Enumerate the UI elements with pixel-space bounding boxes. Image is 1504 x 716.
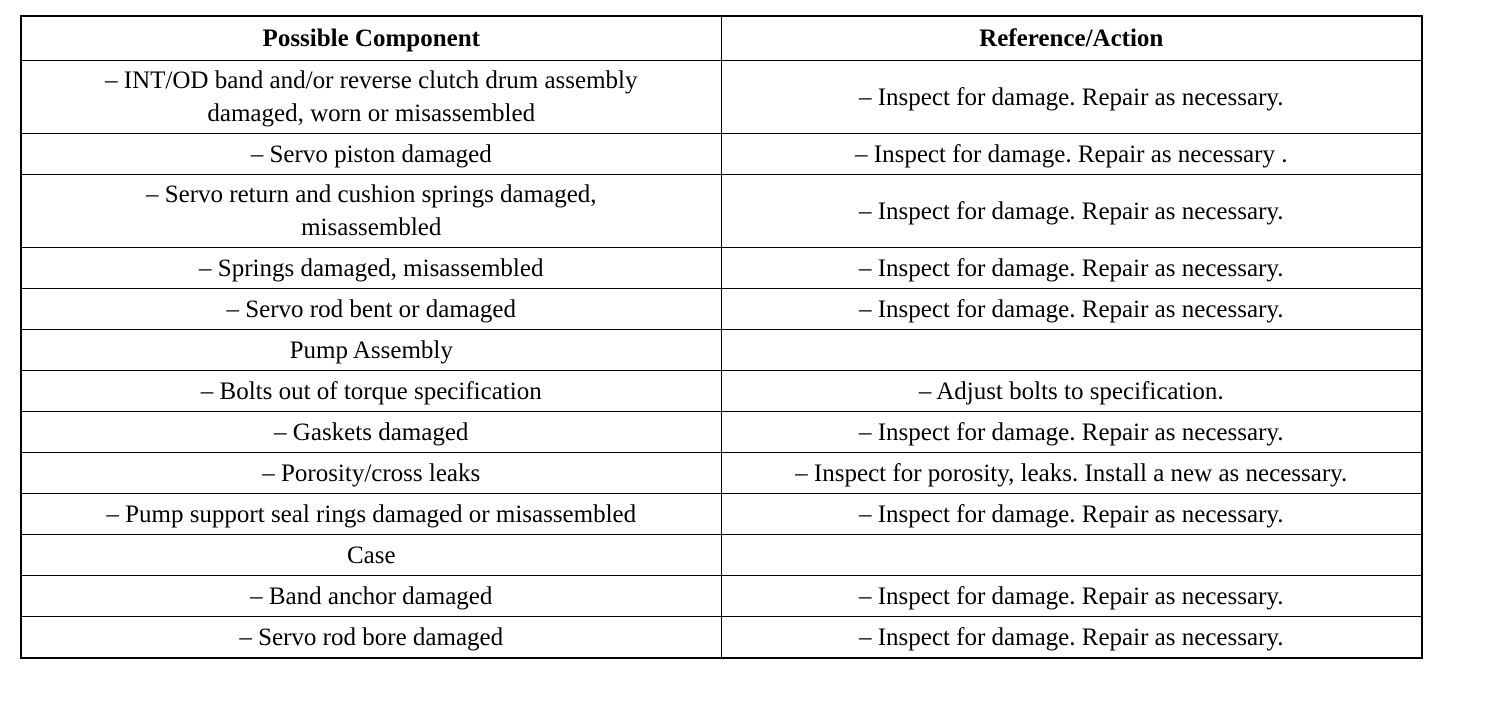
component-cell: – Pump support seal rings damaged or misassembled — [21, 494, 721, 535]
diagnosis-table — [20, 15, 1423, 659]
section-heading-cell: Pump Assembly — [21, 330, 721, 371]
component-cell — [21, 175, 721, 248]
table-row — [21, 289, 1422, 330]
column-header-reference-action: Reference/Action — [721, 16, 1422, 61]
table-row — [21, 134, 1422, 175]
component-cell — [21, 61, 721, 134]
component-cell: – Servo piston damaged — [21, 134, 721, 175]
section-heading-cell: Case — [21, 535, 721, 576]
component-cell: – Gaskets damaged — [21, 412, 721, 453]
component-text-line: misassembled — [301, 214, 442, 241]
action-cell: – Inspect for damage. Repair as necessary. — [721, 289, 1422, 330]
component-cell: – Springs damaged, misassembled — [21, 248, 721, 289]
action-cell: – Inspect for damage. Repair as necessary. — [721, 175, 1422, 248]
table-header-row — [21, 16, 1422, 61]
table-row — [21, 61, 1422, 134]
action-cell: – Adjust bolts to specification. — [721, 371, 1422, 412]
empty-action-cell — [721, 330, 1422, 371]
action-cell: – Inspect for damage. Repair as necessary. — [721, 617, 1422, 659]
component-text-line: damaged, worn or misassembled — [207, 100, 536, 127]
section-row-pump-assembly — [21, 330, 1422, 371]
table-row — [21, 371, 1422, 412]
component-text-line: – INT/OD band and/or reverse clutch drum assembly — [105, 67, 638, 94]
table-row — [21, 175, 1422, 248]
section-row-case — [21, 535, 1422, 576]
table-row — [21, 248, 1422, 289]
column-header-possible-component: Possible Component — [21, 16, 721, 61]
diagnosis-table-container — [20, 15, 1421, 659]
action-cell: – Inspect for damage. Repair as necessary. — [721, 412, 1422, 453]
action-cell: – Inspect for damage. Repair as necessary. — [721, 576, 1422, 617]
component-cell: – Bolts out of torque specification — [21, 371, 721, 412]
action-cell: – Inspect for damage. Repair as necessary. — [721, 494, 1422, 535]
component-cell: – Servo rod bent or damaged — [21, 289, 721, 330]
component-cell: – Servo rod bore damaged — [21, 617, 721, 659]
action-cell: – Inspect for damage. Repair as necessary. — [721, 248, 1422, 289]
table-row — [21, 453, 1422, 494]
action-cell: – Inspect for damage. Repair as necessary . — [721, 134, 1422, 175]
table-row — [21, 494, 1422, 535]
action-cell: – Inspect for damage. Repair as necessary. — [721, 61, 1422, 134]
component-cell: – Band anchor damaged — [21, 576, 721, 617]
table-row — [21, 617, 1422, 659]
component-cell: – Porosity/cross leaks — [21, 453, 721, 494]
cropped-title-fragment — [0, 0, 1504, 2]
table-row — [21, 576, 1422, 617]
table-row — [21, 412, 1422, 453]
empty-action-cell — [721, 535, 1422, 576]
action-cell: – Inspect for porosity, leaks. Install a new as necessary. — [721, 453, 1422, 494]
component-text-line: – Servo return and cushion springs damaged, — [145, 181, 597, 208]
